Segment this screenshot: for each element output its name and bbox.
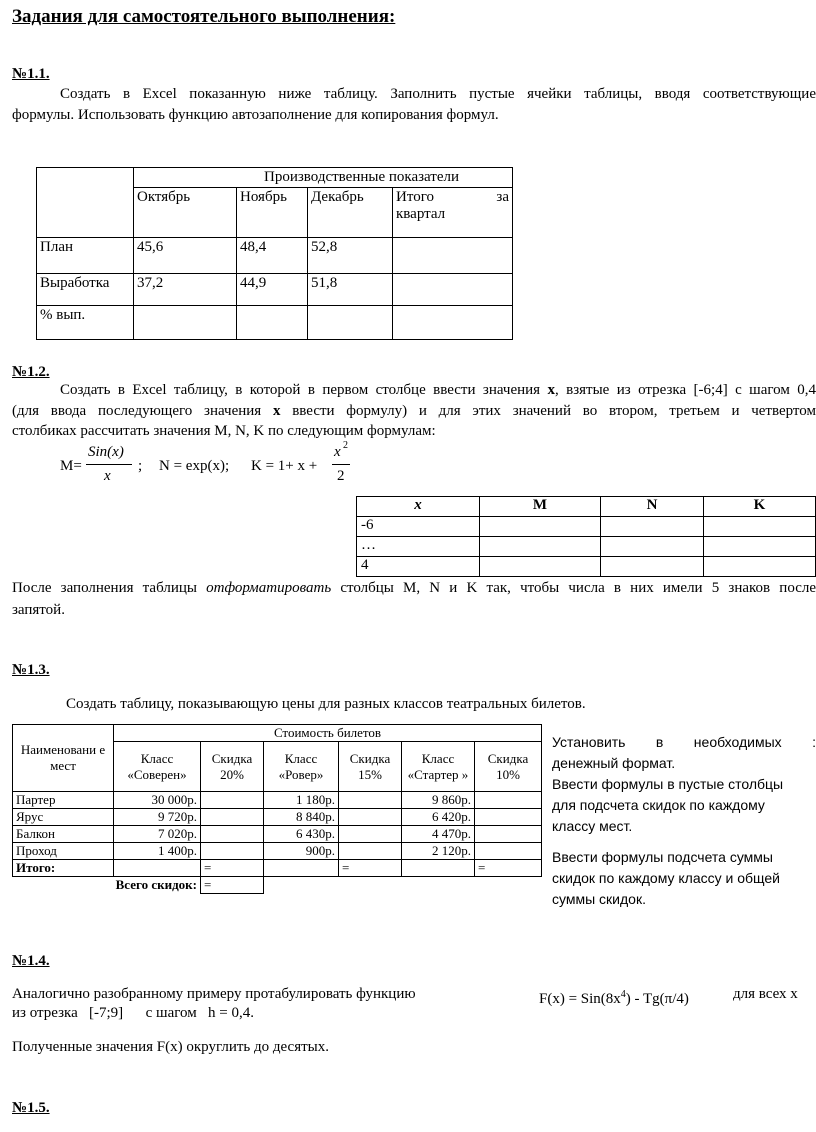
side-word: необходимых (693, 734, 782, 750)
place-name: Проход (13, 843, 114, 860)
col-n: N (601, 497, 704, 517)
empty-cell (264, 877, 542, 894)
place-name: Ярус (13, 809, 114, 826)
table-cell (475, 792, 542, 809)
place-name: Партер (13, 792, 114, 809)
table-cell (339, 809, 402, 826)
side-line7: скидок по каждому классу и общей (552, 870, 780, 886)
task-1-2-text-line1 (60, 380, 816, 401)
formula-m-numerator: Sin(x) (88, 444, 124, 460)
table-cell (134, 306, 237, 340)
row-label: % вып. (37, 306, 134, 340)
task-1-4-number: №1.4. (12, 953, 50, 969)
price-cell: 30 000р. (114, 792, 201, 809)
table-cell (393, 274, 513, 306)
task-1-4-text-line1: Аналогично разобранному примеру протабулировать функцию (12, 986, 416, 1002)
formula-k-numerator: x (334, 444, 341, 460)
table-cell (393, 238, 513, 274)
formula-m-denominator: x (104, 468, 111, 484)
table-cell (601, 537, 704, 557)
price-cell: 9 860р. (402, 792, 475, 809)
table-cell (475, 843, 542, 860)
table-cell (704, 517, 816, 537)
table-cell (402, 860, 475, 877)
col-october: Октябрь (134, 188, 237, 238)
col-discount-20: Скидка 20% (201, 742, 264, 792)
side-line4: для подсчета скидок по каждому (552, 797, 765, 813)
task-1-3-number: №1.3. (12, 662, 50, 678)
total-label: Итого: (13, 860, 114, 877)
formula-separator: ; (138, 458, 143, 474)
x-cell: … (357, 537, 480, 557)
production-table-title: Производственные показатели (134, 168, 513, 188)
table-cell (601, 557, 704, 577)
production-table (36, 167, 513, 340)
formula-cell: = (475, 860, 542, 877)
col-starter: Класс «Стартер » (402, 742, 475, 792)
price-cell: 1 400р. (114, 843, 201, 860)
price-cell: 4 470р. (402, 826, 475, 843)
task-1-2-number: №1.2. (12, 364, 50, 380)
all-discounts-label: Всего скидок: (13, 877, 201, 894)
price-cell: 8 840р. (264, 809, 339, 826)
col-sovereign: Класс «Соверен» (114, 742, 201, 792)
text-fragment: Создать в Excel таблицу, в которой в первом столбце ввести значения (60, 382, 548, 398)
task-1-4-text-line2: из отрезка [-7;9] с шагом h = 0,4. (12, 1005, 254, 1021)
formula-cell: = (339, 860, 402, 877)
side-word: Установить (552, 734, 626, 750)
side-line1 (552, 732, 816, 753)
task-1-3-intro: Создать таблицу, показывающую цены для разных классов театральных билетов. (66, 696, 586, 712)
fraction-bar (86, 464, 132, 465)
side-word: в (655, 734, 664, 750)
task-1-4-function (539, 984, 689, 1010)
table-cell (237, 306, 308, 340)
price-cell: 6 430р. (264, 826, 339, 843)
formula-cell: = (201, 860, 264, 877)
formula-n: N = exp(x); (159, 458, 230, 474)
x-cell: -6 (357, 517, 480, 537)
tickets-table (12, 724, 542, 894)
side-line3: Ввести формулы в пустые столбцы (552, 776, 784, 792)
formula-k-denominator: 2 (337, 468, 345, 484)
superscript: 4 (620, 989, 626, 1000)
table-cell (339, 826, 402, 843)
formula-m-label: M= (60, 458, 82, 474)
table-cell: 45,6 (134, 238, 237, 274)
place-name: Балкон (13, 826, 114, 843)
table-cell (704, 557, 816, 577)
table-cell (480, 537, 601, 557)
price-cell: 900р. (264, 843, 339, 860)
text-fragment: F(x) = Sin(8x (539, 991, 621, 1007)
col-m: M (480, 497, 601, 517)
table-cell (704, 537, 816, 557)
col-quarter-word3: квартал (396, 206, 446, 222)
formula-k: K = 1+ x + (251, 458, 318, 474)
table-cell: 44,9 (237, 274, 308, 306)
text-fragment: ввести формулу) и для этих значений во втором, третьем и четвертом (280, 403, 816, 419)
text-fragment: столбцы M, N и K так, чтобы числа в них имели 5 знаков после (331, 580, 816, 596)
table-cell (393, 306, 513, 340)
side-line6: Ввести формулы подсчета суммы (552, 849, 773, 865)
task-1-1-number: №1.1. (12, 66, 50, 82)
table-cell (201, 826, 264, 843)
col-quarter-word2: за (496, 189, 509, 205)
bold-x: x (272, 403, 281, 419)
price-cell: 7 020р. (114, 826, 201, 843)
page-title: Задания для самостоятельного выполнения: (12, 6, 396, 27)
task-1-4-text-line3: Полученные значения F(x) округлить до десятых. (12, 1039, 329, 1055)
table-cell (601, 517, 704, 537)
table-cell (308, 306, 393, 340)
task-1-2-text-line3: столбиках рассчитать значения М, N, K по следующим формулам: (12, 423, 436, 439)
col-quarter-total (393, 188, 513, 238)
table-cell (475, 826, 542, 843)
task-1-2-after-line1 (12, 578, 816, 599)
col-discount-10: Скидка 10% (475, 742, 542, 792)
col-discount-15: Скидка 15% (339, 742, 402, 792)
formula-cell: = (201, 877, 264, 894)
table-cell (201, 843, 264, 860)
task-1-4-for-all: для всех x (733, 986, 798, 1002)
row-label: Выработка (37, 274, 134, 306)
side-line5: классу мест. (552, 818, 633, 834)
table-cell: 37,2 (134, 274, 237, 306)
table-cell: 52,8 (308, 238, 393, 274)
task-1-2-text-line2 (12, 401, 816, 422)
col-k: K (704, 497, 816, 517)
fraction-bar (332, 464, 350, 465)
table-cell (339, 843, 402, 860)
table-cell (480, 517, 601, 537)
table-cell (339, 792, 402, 809)
col-quarter-word1: Итого (396, 189, 434, 205)
xmnk-table (356, 496, 816, 577)
text-fragment: (для ввода последующего значения (12, 403, 273, 419)
side-line2: денежный формат. (552, 755, 676, 771)
task-1-5-number: №1.5. (12, 1100, 50, 1116)
side-word: : (812, 734, 816, 750)
x-cell: 4 (357, 557, 480, 577)
row-label: План (37, 238, 134, 274)
price-cell: 1 180р. (264, 792, 339, 809)
table-cell (480, 557, 601, 577)
table-cell (475, 809, 542, 826)
col-x: x (357, 497, 480, 517)
formulas (0, 438, 400, 496)
task-1-1-text-line2: формулы. Использовать функцию автозаполнение для копирования формул. (12, 107, 499, 123)
text-fragment: ) - Tg(π/4) (625, 991, 689, 1007)
col-cost: Стоимость билетов (114, 725, 542, 742)
col-place: Наименовани е мест (13, 725, 114, 792)
text-fragment: , взятые из отрезка [-6;4] с шагом 0,4 (554, 382, 816, 398)
table-cell (114, 860, 201, 877)
table-cell (264, 860, 339, 877)
table-cell: 51,8 (308, 274, 393, 306)
side-line8: суммы скидок. (552, 891, 646, 907)
table-cell: 48,4 (237, 238, 308, 274)
price-cell: 2 120р. (402, 843, 475, 860)
text-fragment: После заполнения таблицы (12, 580, 207, 596)
table-cell (201, 809, 264, 826)
task-1-3-side-notes (552, 732, 816, 910)
italic-word: отформатировать (206, 580, 332, 596)
formula-k-power: 2 (343, 440, 348, 451)
col-december: Декабрь (308, 188, 393, 238)
bold-x: x (547, 382, 555, 398)
table-cell (201, 792, 264, 809)
price-cell: 6 420р. (402, 809, 475, 826)
col-november: Ноябрь (237, 188, 308, 238)
price-cell: 9 720р. (114, 809, 201, 826)
task-1-1-text-line1: Создать в Excel показанную ниже таблицу. Заполнить пустые ячейки таблицы, вводя соответствующие (60, 86, 816, 102)
col-rover: Класс «Ровер» (264, 742, 339, 792)
task-1-2-after-line2: запятой. (12, 602, 65, 618)
